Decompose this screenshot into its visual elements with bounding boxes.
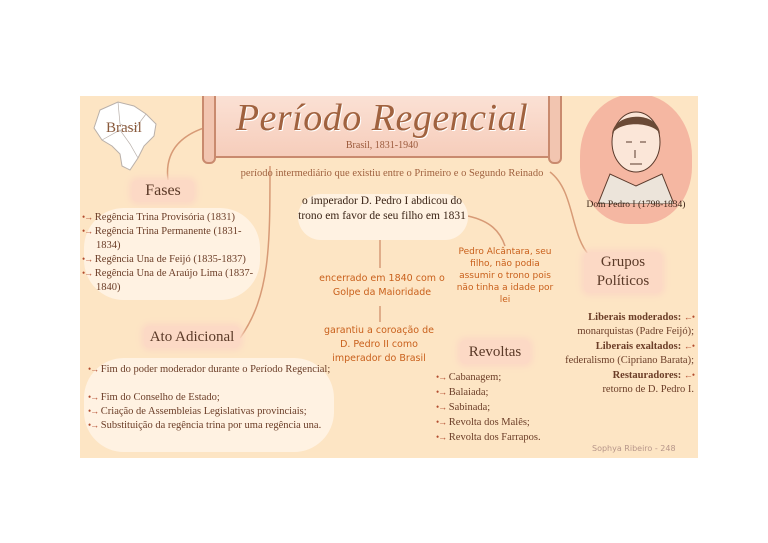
fases-heading: Fases [132, 180, 194, 202]
arrow-icon: ←• [683, 341, 694, 351]
arrow-icon: •→ [436, 402, 447, 412]
page-subtitle: Brasil, 1831-1940 [345, 140, 419, 151]
portrait-caption: Dom Pedro I (1798-1834) [586, 200, 686, 210]
grupos-list [550, 310, 694, 397]
arrow-icon: •→ [82, 268, 93, 278]
list-item: •→ Sabinada; [436, 402, 491, 413]
arrow-icon: •→ [88, 392, 99, 402]
list-item: •→ Cabanagem; [436, 372, 502, 383]
list-item: •→ Regência Una de Feijó (1835-1837) [82, 254, 246, 265]
arrow-icon: •→ [82, 254, 93, 264]
encerrado-text: encerrado em 1840 com o Golpe da Maioridade [319, 273, 445, 298]
alcantara-text: Pedro Alcântara, seu filho, não podia assumir o trono pois não tinha a idade por lei [456, 247, 554, 305]
arrow-icon: •→ [436, 387, 447, 397]
abdicou-text: o imperador D. Pedro I abdicou do trono em favor de seu filho em 1831 [298, 195, 466, 222]
list-item: Restauradores: ←• retorno de D. Pedro I. [602, 370, 694, 395]
page-title: Período Regencial [235, 97, 529, 139]
list-item: •→ Substituição da regência trina por uma regência una. [88, 420, 322, 431]
list-item: •→ Criação de Assembleias Legislativas provinciais; [88, 406, 307, 417]
ato-list [88, 362, 338, 446]
signature: Sophya Ribeiro - 248 [592, 444, 676, 453]
grupos-heading: Grupos Políticos [584, 252, 662, 293]
arrow-icon: ←• [683, 370, 694, 380]
definition-text: período intermediário que existiu entre o Primeiro e o Segundo Reinado [240, 168, 544, 179]
arrow-icon: •→ [82, 226, 93, 236]
list-item: •→ Regência Una de Araújo Lima (1837-1840) [82, 268, 254, 293]
list-item: Liberais exaltados: ←• federalismo (Cipriano Barata); [565, 341, 694, 366]
fases-list [82, 210, 264, 294]
portrait [580, 96, 692, 224]
arrow-icon: •→ [88, 420, 99, 430]
map-label: Brasil [106, 120, 142, 136]
arrow-icon: ←• [683, 312, 694, 322]
list-item: •→ Fim do Conselho de Estado; [88, 392, 220, 403]
arrow-icon: •→ [436, 372, 447, 382]
arrow-icon: •→ [436, 417, 447, 427]
arrow-icon: •→ [436, 432, 447, 442]
list-item: •→ Revolta dos Farrapos. [436, 432, 541, 443]
ato-heading: Ato Adicional [144, 326, 240, 348]
list-item: •→ Fim do poder moderador durante o Período Regencial; [88, 364, 331, 375]
list-item: •→ Balaiada; [436, 387, 489, 398]
list-item: •→ Revolta dos Malês; [436, 417, 530, 428]
title-banner [210, 96, 554, 158]
arrow-icon: •→ [88, 406, 99, 416]
brazil-map-icon [90, 100, 160, 174]
arrow-icon: •→ [82, 212, 93, 222]
portrait-illustration [580, 96, 692, 204]
list-item: •→ Regência Trina Permanente (1831-1834) [82, 226, 242, 251]
list-item: Liberais moderados: ←• monarquistas (Padre Feijó); [577, 312, 694, 337]
list-item: •→ Regência Trina Provisória (1831) [82, 212, 236, 223]
revoltas-heading: Revoltas [460, 340, 530, 364]
arrow-icon: •→ [88, 364, 99, 374]
brazil-map [90, 100, 160, 174]
coroacao-text: garantiu a coroação de D. Pedro II como imperador do Brasil [324, 325, 434, 364]
mind-map-page [80, 96, 698, 458]
